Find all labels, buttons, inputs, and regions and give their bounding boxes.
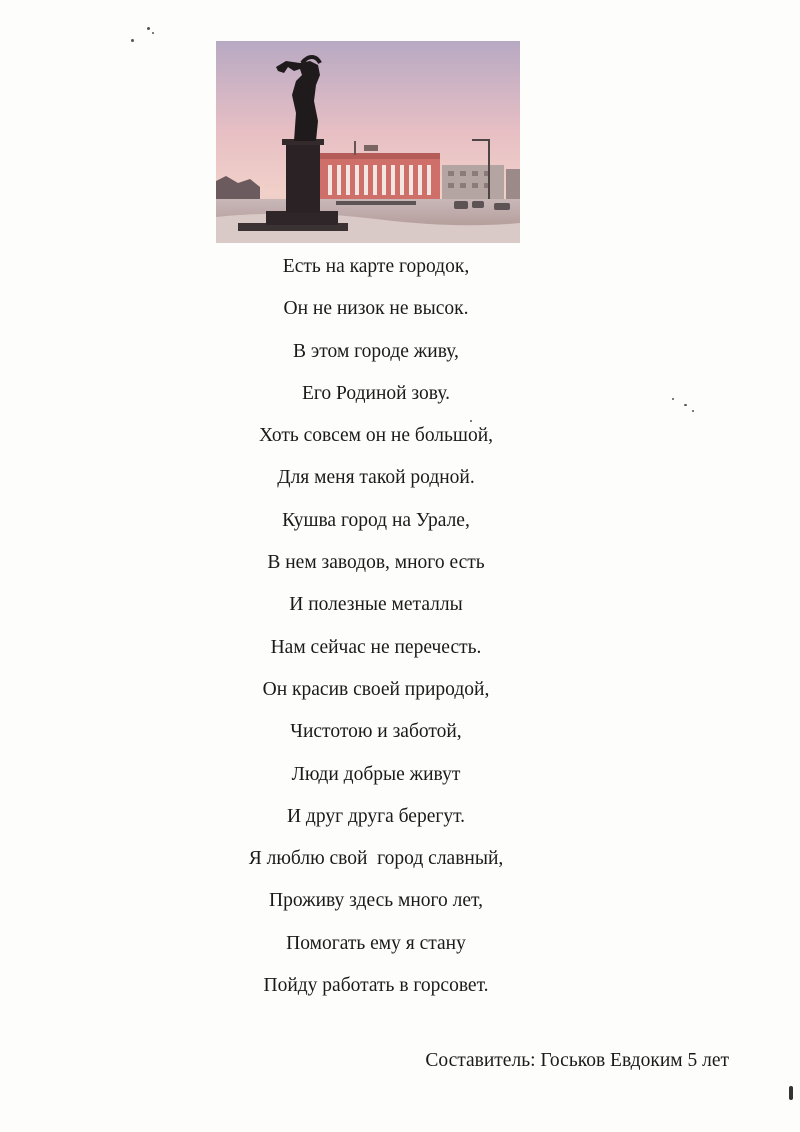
poem-line: Я люблю свой город славный,	[248, 848, 504, 870]
poem-line: И полезные металлы	[289, 594, 463, 616]
poem-line: Нам сейчас не перечесть.	[270, 636, 482, 658]
poem-line: Люди добрые живут	[291, 763, 461, 785]
monument-photo	[216, 41, 520, 243]
poem-line: В нем заводов, много есть	[267, 552, 485, 574]
poem	[0, 246, 752, 1007]
scan-speck	[131, 39, 134, 42]
poem-line: Хоть совсем он не большой,	[258, 425, 494, 447]
poem-line: И друг друга берегут.	[286, 805, 466, 827]
poem-line: Для меня такой родной.	[277, 467, 475, 489]
poem-line: Кушва город на Урале,	[282, 509, 470, 531]
poem-line: В этом городе живу,	[293, 340, 459, 362]
poem-line: Он не низок не высок.	[283, 298, 469, 320]
poem-line: Помогать ему я стану	[286, 932, 466, 954]
photo-drawing	[216, 41, 520, 243]
poem-line: Его Родиной зову.	[301, 382, 450, 404]
poem-line: Он красив своей природой,	[262, 678, 490, 700]
scan-speck	[152, 32, 154, 34]
poem-line: Пойду работать в горсовет.	[263, 975, 489, 997]
poem-line: Чистотою и заботой,	[290, 721, 462, 743]
poem-line: Есть на карте городок,	[282, 256, 470, 277]
author-credit: Составитель: Госьков Евдоким 5 лет	[425, 1050, 729, 1071]
scan-speck	[147, 27, 150, 30]
poem-line: Проживу здесь много лет,	[269, 890, 483, 912]
scan-speck	[789, 1086, 793, 1100]
